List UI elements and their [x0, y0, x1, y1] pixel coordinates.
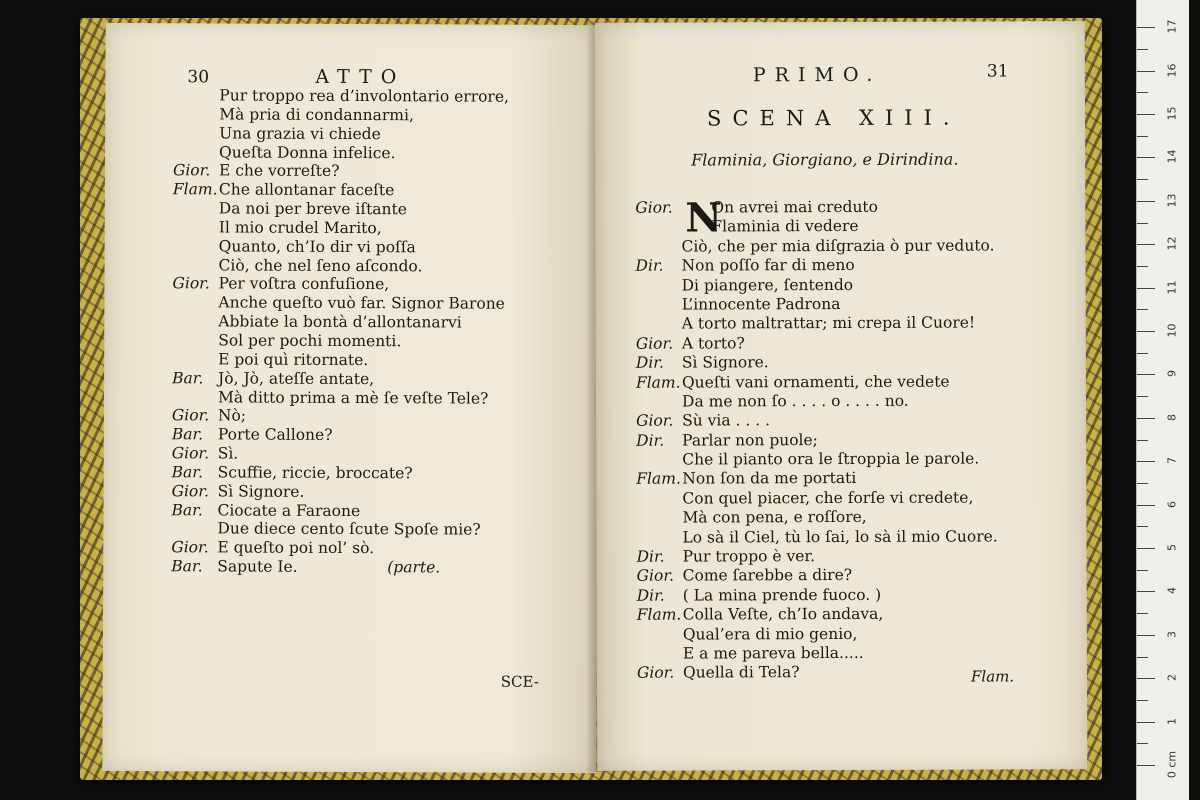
ruler-label: 9: [1165, 370, 1179, 378]
dialogue-text: Qual’era di mio genio,: [682, 624, 858, 644]
ruler-tick: [1137, 591, 1155, 592]
ruler-label: 2: [1165, 674, 1179, 682]
speaker-label: Gior.: [635, 334, 674, 353]
speaker-label: Dir.: [636, 586, 665, 605]
ruler-tick: [1137, 114, 1155, 115]
ruler-tick: [1137, 700, 1148, 701]
ruler-tick: [1137, 396, 1148, 397]
dialogue-text: A torto?: [681, 334, 745, 353]
ruler-tick: [1137, 743, 1148, 744]
dialogue-text: Due diece cento ſcute Spoſe mie?: [217, 519, 481, 539]
dialogue-line: [637, 585, 1077, 606]
ruler-label: 0 cm: [1165, 750, 1179, 779]
dialogue-line: [172, 312, 592, 333]
dialogue-text: Queſta Donna infelice.: [219, 142, 396, 162]
dialogue-line: [172, 350, 592, 371]
ruler-label: 11: [1165, 280, 1179, 295]
ruler-label: 7: [1165, 457, 1179, 465]
ruler-tick: [1137, 309, 1148, 310]
ruler-label: 10: [1165, 323, 1179, 338]
dialogue-line: [173, 180, 593, 201]
dialogue-lines: [635, 194, 1077, 686]
dialogue-line: [636, 488, 1076, 509]
dialogue-text: E a me pareva bella.....: [682, 643, 864, 663]
speaker-label: Gior.: [171, 538, 209, 557]
ruler-tick: [1137, 678, 1155, 679]
dialogue-text: Pur troppo è ver.: [682, 547, 816, 566]
dialogue-text: Da me non ſo . . . . o . . . . no.: [681, 391, 909, 411]
ruler-label: 1: [1165, 717, 1179, 725]
speaker-label: Gior.: [172, 161, 211, 180]
speaker-label: Gior.: [636, 567, 674, 586]
dialogue-line: [635, 217, 1075, 238]
dialogue-text: Per voſtra confuſione,: [218, 274, 390, 294]
dialogue-line: [637, 643, 1077, 664]
dialogue-text: Pur troppo rea d’involontario errore,: [219, 86, 510, 106]
dialogue-text: Quella di Tela?: [682, 663, 800, 682]
dialogue-text: Come ſarebbe a dire?: [682, 566, 853, 585]
speaker-label: Bar.: [171, 557, 203, 576]
ruler-tick: [1137, 440, 1148, 441]
speaker-label: Dir.: [636, 547, 665, 566]
ruler-tick: [1137, 27, 1155, 28]
speaker-label: Dir.: [635, 353, 664, 372]
ruler-label: 8: [1165, 413, 1179, 421]
dialogue-text: L’innocente Padrona: [681, 294, 841, 314]
dialogue-line: [636, 430, 1076, 451]
ruler-tick: [1137, 49, 1148, 50]
dialogue-text: Parlar non puole;: [682, 430, 818, 450]
dialogue-text: Il mio crudel Marito,: [218, 218, 382, 238]
dialogue-text: E poi quì ritornate.: [218, 350, 369, 369]
speaker-label: Flam.: [172, 180, 218, 199]
dialogue-lines: [171, 86, 593, 578]
speaker-label: Gior.: [172, 274, 210, 293]
dialogue-line: [636, 527, 1076, 548]
ruler-tick: [1137, 657, 1148, 658]
dialogue-text: Scuffie, riccie, broccate?: [217, 463, 413, 483]
dialogue-text: Sù via . . . .: [682, 411, 771, 430]
dialogue-text: Da noi per breve iſtante: [218, 199, 408, 219]
speaker-label: Gior.: [171, 444, 210, 463]
speaker-label: Bar.: [171, 463, 203, 482]
ruler-label: 16: [1165, 63, 1179, 78]
ruler-label: 15: [1165, 106, 1179, 121]
stage-direction: (parte.: [387, 558, 441, 577]
speaker-label: Bar.: [171, 500, 203, 519]
ruler-tick: [1137, 201, 1155, 202]
ruler-tick: [1137, 635, 1155, 636]
dialogue-line: [173, 199, 593, 220]
ruler-tick: [1137, 374, 1155, 375]
character-list: Flaminia, Giorgiano, e Dirindina.: [691, 149, 959, 170]
dialogue-line: [171, 520, 591, 541]
ruler-tick: [1137, 71, 1155, 72]
dialogue-text: Sapute Ie.: [217, 557, 298, 576]
speaker-label: Bar.: [171, 425, 204, 444]
dialogue-line: [636, 352, 1076, 373]
ruler-label: 5: [1165, 544, 1179, 551]
ruler-tick: [1137, 526, 1148, 527]
dialogue-text: Sì.: [217, 444, 239, 463]
dialogue-line: [173, 105, 593, 126]
speaker-label: Flam.: [636, 605, 682, 624]
dialogue-text: Mà ditto prima a mè ſe veſte Tele?: [217, 387, 489, 408]
ruler-tick: [1137, 418, 1155, 419]
ruler-tick: [1137, 548, 1155, 549]
dialogue-line: [173, 124, 593, 145]
ruler-label: 4: [1165, 587, 1179, 595]
dialogue-text: Queſti vani ornamenti, che vedete: [681, 372, 950, 392]
ruler-tick: [1137, 483, 1148, 484]
ruler-tick: [1137, 613, 1148, 614]
dialogue-text: Quanto, ch’Io dir vi poſſa: [218, 237, 416, 257]
speaker-label: Flam.: [635, 373, 681, 392]
dialogue-text: Sì Signore.: [217, 482, 305, 501]
dialogue-text: Ciò, che nel ſeno aſcondo.: [218, 256, 423, 275]
ruler-tick: [1137, 722, 1155, 723]
ruler-tick: [1137, 179, 1148, 180]
ruler-tick: [1137, 157, 1155, 158]
dialogue-line: [636, 333, 1076, 354]
speaker-label: Gior.: [171, 406, 210, 425]
ruler-label: 17: [1165, 19, 1179, 34]
ruler-tick: [1137, 765, 1155, 766]
dialogue-text: Non ſon da me portati: [682, 469, 857, 489]
speaker-label: Gior.: [636, 411, 674, 431]
dialogue-line: [172, 463, 592, 484]
dialogue-line: [172, 331, 592, 352]
dialogue-line: [171, 538, 591, 559]
ruler-label: 6: [1165, 500, 1179, 508]
dialogue-text: Una grazia vi chiede: [219, 124, 381, 143]
left-page: [102, 23, 599, 773]
dialogue-line: [172, 407, 592, 428]
ruler-label: 14: [1165, 149, 1179, 164]
dialogue-line: [636, 255, 1076, 276]
speaker-label: Flam.: [636, 470, 681, 489]
page-number: 31: [986, 61, 1009, 82]
ruler-tick: [1137, 136, 1148, 137]
dialogue-text: Jò, Jò, ateſſe antate,: [218, 369, 375, 388]
dialogue-line: [636, 391, 1076, 412]
dialogue-text: Di piangere, ſentendo: [681, 275, 854, 295]
dialogue-line: [173, 218, 593, 239]
dialogue-line: [637, 546, 1077, 567]
dialogue-text: E queſto poi nol’ sò.: [217, 538, 375, 558]
dialogue-text: Ciò, che per mia diſgrazia ò pur veduto.: [681, 236, 995, 256]
ruler-label: 3: [1165, 630, 1179, 638]
dialogue-line: [636, 294, 1076, 315]
catchword: SCE-: [500, 672, 539, 691]
dialogue-line: [637, 624, 1077, 645]
ruler-tick: [1137, 92, 1148, 93]
dialogue-line: [172, 275, 592, 296]
page-number: 30: [187, 67, 210, 88]
dialogue-text: Nò;: [217, 406, 247, 425]
dialogue-text: E che vorreſte?: [218, 161, 340, 181]
dialogue-line: [172, 294, 592, 315]
dialogue-text: Non poſſo far di meno: [681, 256, 855, 275]
dialogue-line: [173, 162, 593, 183]
dialogue-line: [636, 275, 1076, 296]
ruler-tick: [1137, 570, 1148, 571]
speaker-label: Gior.: [635, 198, 673, 217]
ruler-tick: [1137, 331, 1155, 332]
dialogue-text: Mà con pena, e roſſore,: [682, 508, 867, 527]
ruler-tick: [1137, 266, 1148, 267]
dialogue-line: [636, 449, 1076, 470]
dialogue-text: Mà pria di condannarmi,: [219, 105, 414, 125]
ruler-tick: [1137, 353, 1148, 354]
catchword: Flam.: [970, 667, 1015, 686]
dialogue-line: [172, 369, 592, 390]
dialogue-text: On avrei mai creduto: [711, 197, 879, 217]
speaker-label: Gior.: [171, 481, 209, 501]
dialogue-line: [636, 372, 1076, 393]
dialogue-text: Colla Veſte, ch’Io andava,: [682, 605, 884, 624]
running-head: ATTO: [315, 65, 406, 89]
dialogue-line: [636, 469, 1076, 490]
dialogue-line: [172, 444, 592, 465]
dialogue-text: Che il pianto ora le ſtroppia le parole.: [682, 449, 980, 469]
dialogue-text: Sì Signore.: [681, 353, 769, 372]
speaker-label: Dir.: [636, 431, 665, 450]
ruler-tick: [1137, 223, 1148, 224]
dialogue-text: Anche queſto vuò far. Signor Barone: [218, 293, 505, 313]
dialogue-text: Lo sà il Ciel, tù lo ſai, lo sà il mio Cuore.: [682, 527, 998, 547]
dialogue-text: ( La mina prende fuoco. ): [682, 585, 882, 605]
ruler-label: 12: [1165, 236, 1179, 251]
ruler-tick: [1137, 244, 1155, 245]
dialogue-line: [173, 256, 593, 277]
dialogue-line: [172, 388, 592, 409]
ruler-tick: [1137, 505, 1155, 506]
dialogue-text: Che allontanar faceſte: [218, 180, 395, 200]
ruler-tick: [1137, 288, 1155, 289]
dialogue-text: Ciocate a Faraone: [217, 500, 361, 520]
dialogue-line: [172, 425, 592, 446]
dialogue-line: [172, 482, 592, 503]
running-head: PRIMO.: [752, 63, 882, 87]
dialogue-text: Porte Callone?: [217, 425, 333, 445]
dialogue-text: Abbiate la bontà d’allontanarvi: [218, 312, 462, 332]
dialogue-line: [173, 237, 593, 258]
dialogue-text: A torto maltrattar; mi crepa il Cuore!: [681, 313, 976, 333]
dialogue-line: [173, 86, 593, 107]
right-page: [595, 21, 1088, 771]
dialogue-text: Sol per pochi momenti.: [218, 331, 402, 351]
dialogue-line: [636, 314, 1076, 335]
speaker-label: Bar.: [172, 368, 204, 388]
dialogue-text: Flaminia di vedere: [711, 217, 859, 236]
dialogue-line: [171, 501, 591, 522]
dialogue-line: [636, 507, 1076, 528]
drop-cap: N: [685, 194, 723, 242]
dialogue-line: [637, 566, 1077, 587]
dialogue-line: [636, 410, 1076, 431]
dialogue-line: [637, 604, 1077, 625]
ruler-label: 13: [1165, 193, 1179, 208]
dialogue-text: Con quel piacer, che forſe vi credete,: [682, 488, 974, 508]
dialogue-line: [171, 557, 591, 578]
measuring-ruler: [1136, 0, 1189, 800]
speaker-label: Gior.: [636, 663, 675, 683]
speaker-label: Dir.: [635, 256, 664, 275]
dialogue-line: [635, 236, 1075, 257]
ruler-tick: [1137, 461, 1155, 462]
scene-title: SCENA XIII.: [706, 105, 961, 131]
dialogue-line: [173, 143, 593, 164]
